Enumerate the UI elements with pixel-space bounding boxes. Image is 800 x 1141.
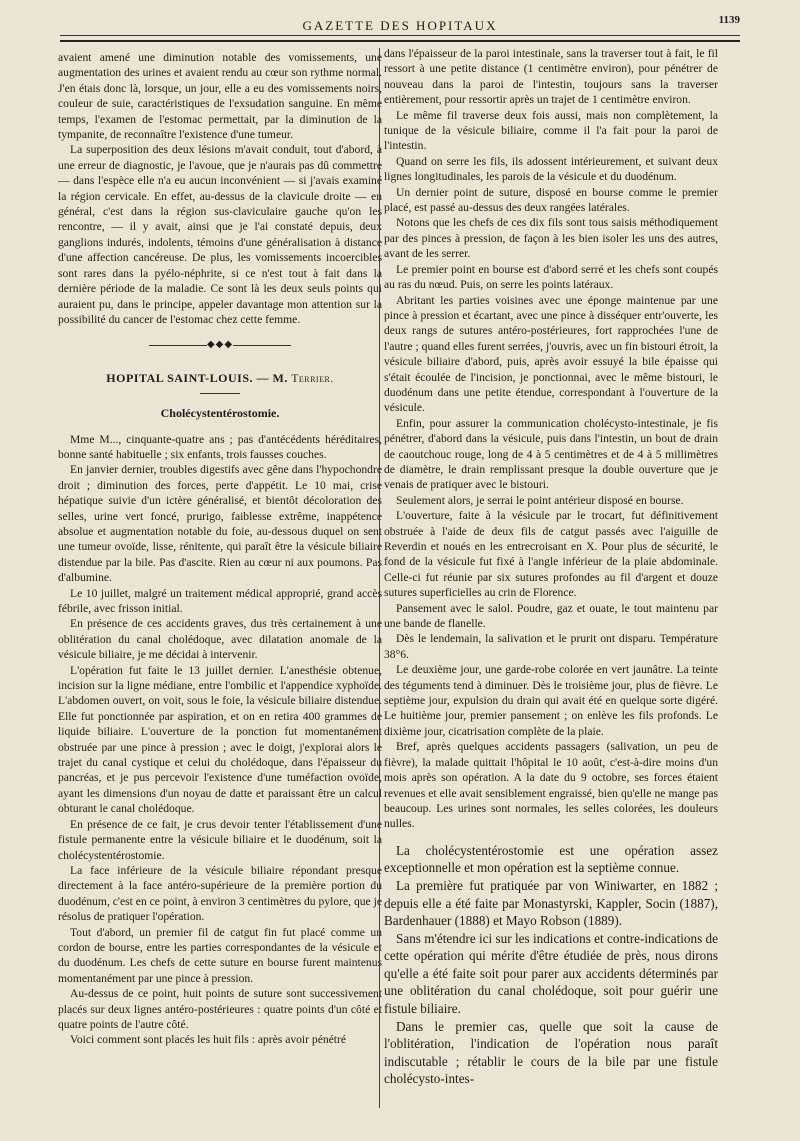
body-paragraph: Pansement avec le salol. Poudre, gaz et ouate, le tout maintenu par une bande de flanelle. [384, 601, 718, 631]
body-paragraph: En présence de ce fait, je crus devoir tenter l'établissement d'une fistule permanente entre la vésicule biliaire et le duodénum, soit la cholécystentérostomie. [58, 817, 382, 862]
page-number: 1139 [718, 14, 740, 26]
body-paragraph: Mme M..., cinquante-quatre ans ; pas d'antécédents héréditaires, bonne santé habituelle ; six enfants, trois fausses couches. [58, 432, 382, 461]
body-paragraph: Dès le lendemain, la salivation et le prurit ont disparu. Température 38°6. [384, 632, 718, 661]
body-paragraph: La superposition des deux lésions m'avait conduit, tout d'abord, à une erreur de diagnostic, je l'avoue, que je n'aurais pas dû commettre — dans l'espèce elle n'a eu aucun inconvénient — si j'avais examiné la région cervicale. En effet, au-dessus de la clavicule droite — en général, c'est dans la région sus-claviculaire gauche qu'on les rencontre, — il y avait, ainsi que je l'ai constaté depuis, deux ganglions indurés, indolents, témoins d'une généralisation à distance d'une affection cancéreuse. De plus, les vomissements incoercibles sont rares dans la pyélo-néphrite, si ce n'est tout à fait dans la dernière période de la maladie. Ce sont là les deux seuls points qui auraient pu, dans le principe, appeler davantage mon attention sur la possibilité du cancer de l'estomac chez cette femme. [58, 143, 382, 326]
body-paragraph: Quand on serre les fils, ils adossent intérieurement, et suivant deux lignes longitudinales, les parois de la vésicule et du duodénum. [384, 154, 718, 184]
lecture-paragraph: La cholécystentérostomie est une opération assez exceptionnelle et mon opération est la septième connue. [384, 842, 718, 876]
body-paragraph: Le deuxième jour, une garde-robe colorée en vert jaunâtre. La teinte des téguments tend à diminuer. Dès le troisième jour, plus de fièvre. Le septième jour, expulsion du drain qui avait été en quelque sorte digéré. Le huitième jour, premier pansement ; on enlève les fils profonds. Le dixième jour, cicatrisation complète de la plaie. [384, 663, 718, 738]
surgeon-name: Terrier. [291, 372, 334, 385]
body-paragraph: Abritant les parties voisines avec une éponge maintenue par une pince à pression et écartant, avec une pince à disséquer entr'ouverte, les deux rangs de sutures antéro-postérieures, fort rapprochées l'une de l'autre ; quand elles furent serrées, j'ouvris, avec un fin bistouri étroit, la vésicule biliaire d'abord, puis, après avoir essuyé la bile épaisse qui s'était écoulée de l'incision, je ponctionnai, avec le même bistouri, le duodénum dans une petite étendue, correspondant à l'ouverture de la vésicule. [384, 293, 718, 415]
hospital-heading-text: HOPITAL SAINT-LOUIS. — M. [106, 370, 288, 385]
lecture-paragraph: Dans le premier cas, quelle que soit la cause de l'oblitération, l'indication de l'opération nous paraît indiscutable ; rétablir le cours de la bile par une fistule cholécysto-intes- [384, 1018, 718, 1087]
body-paragraph: Le 10 juillet, malgré un traitement médical approprié, grand accès fébrile, avec frisson initial. [58, 586, 382, 615]
body-paragraph: La face inférieure de la vésicule biliaire répondant presque directement à la face antéro-supérieure de la première portion du duodénum, c'est en ce point, à environ 3 centimètres du pylore, que je résolus de pratiquer l'opération. [58, 863, 382, 924]
left-column [58, 50, 382, 1048]
body-paragraph: Le même fil traverse deux fois aussi, mais non complètement, la tunique de la vésicule biliaire, comme il l'a fait pour la paroi de l'intestin. [384, 108, 718, 153]
paragraph-gap [384, 832, 718, 842]
article-title: Cholécystentérostomie. [160, 406, 280, 421]
body-paragraph: L'opération fut faite le 13 juillet dernier. L'anesthésie obtenue, incision sur la ligne médiane, entre l'ombilic et l'appendice xyphoïde. L'abdomen ouvert, on voit, sous le foie, la vésicule biliaire distendue. Elle fut ponctionnée par aspiration, et on en retira 400 grammes de liquide biliaire. L'ouverture de la ponction fut momentanément obstruée par une pince à pression ; avec le doigt, j'explorai alors le trajet du canal cystique et celui du cholédoque, dans l'épaisseur du pancréas, et je pus percevoir l'existence d'une tuméfaction ovoïde, ayant les dimensions d'un noyau de datte et paraissant être un calcul obturant le canal cholédoque. [58, 663, 382, 816]
header-rule-thick [60, 40, 740, 42]
heading-rule [200, 393, 240, 394]
column-divider [379, 48, 380, 1108]
body-paragraph: dans l'épaisseur de la paroi intestinale, sans la traverser tout à fait, le fil ressort à une petite distance (1 centimètre environ), pour pénétrer de nouveau dans la paroi de l'intestin, toujours sans la traverser entièrement, pour ressortir après un trajet de 1 centimètre environ. [384, 47, 718, 107]
body-paragraph: Tout d'abord, un premier fil de catgut fin fut placé comme un cordon de bourse, entre les parties correspondantes de la vésicule et du duodénum. Les chefs de cette suture en bourse furent maintenus momentanément par une pince à pression. [58, 925, 382, 985]
lecture-paragraph: Sans m'étendre ici sur les indications et contre-indications de cette opération qui mérite d'être étudiée de près, nous dirons qu'elle a été faite soit pour parer aux accidents déterminés par une oblitération du canal cholédoque, soit pour guérir une fistule biliaire. [384, 930, 718, 1017]
body-paragraph: En présence de ces accidents graves, dus très certainement à une oblitération du canal cholédoque, avec dilatation anomale de la vésicule biliaire, je me décidai à intervenir. [58, 617, 382, 662]
hospital-heading [58, 371, 382, 387]
publication-title: GAZETTE DES HOPITAUX [302, 18, 498, 33]
body-paragraph: Notons que les chefs de ces dix fils sont tous saisis méthodiquement par des pinces à pression, de façon à les bien isoler les uns des autres, avant de les serrer. [384, 216, 718, 261]
body-paragraph: Au-dessus de ce point, huit points de suture sont successivement placés sur deux lignes antéro-postérieures : quatre points d'un côté et quatre points de l'autre côté. [58, 987, 382, 1031]
body-paragraph: Le premier point en bourse est d'abord serré et les chefs sont coupés au ras du nœud. Puis, on serre les points latéraux. [384, 262, 718, 292]
body-paragraph: Bref, après quelques accidents passagers (salivation, un peu de fièvre), la malade quittait l'hôpital le 10 août, c'est-à-dire moins d'un mois après son opération. A la date du 9 octobre, ses forces étaient revenues et elle avait sensiblement engraissé, bien qu'elle ne mange pas beaucoup. Les urines sont normales, les selles colorées, les douleurs nulles. [384, 740, 718, 831]
body-paragraph: L'ouverture, faite à la vésicule par le trocart, fut définitivement obstruée à l'aide de deux fils de catgut passés avec l'aiguille de Reverdin et noués en les entrecroisant en X. Pour plus de sécurité, le fond de la vésicule fut fixé à l'angle inférieur de la plaie abdominale. Celle-ci fut réunie par six sutures profondes au fil d'argent et douze sutures superficielles au crin de Florence. [384, 509, 718, 600]
lecture-paragraph: La première fut pratiquée par von Winiwarter, en 1882 ; depuis elle a été faite par Monastyrski, Kappler, Socin (1887), Bardenhauer (1888) et Mayo Robson (1889). [384, 877, 718, 929]
section-separator: ◆◆◆ [58, 337, 382, 352]
right-column [384, 46, 718, 1088]
body-paragraph: avaient amené une diminution notable des vomissements, une augmentation des urines et avaient rendu au cœur son rythme normal. J'en étais donc là, lorsque, un jour, elle a eu des vomissements noirs, couleur de suie, caractéristiques de l'exsudation sanguine. En même temps, l'examen de l'estomac permettait, par la diminution de la tympanite, de reconnaître l'existence d'une tumeur. [58, 51, 382, 142]
lecture-section [384, 842, 718, 1088]
body-paragraph: En janvier dernier, troubles digestifs avec gêne dans l'hypochondre droit ; diminution des forces, perte d'appétit. Le 10 mai, crise hépatique suivie d'un ictère généralisé, et bientôt décoloration des selles, urine vert foncé, prurigo, faiblesse extrême, inappétence absolue et augmentation notable du foie, au-dessous duquel on sent une tumeur ovoïde, lisse, rénitente, qui paraît être la vésicule biliaire distendue par la bile. Pas d'ascite. Rien au cœur ni aux poumons. Pas d'albumine. [58, 463, 382, 585]
header-rule-thin [60, 35, 740, 36]
body-paragraph: Un dernier point de suture, disposé en bourse comme le premier placé, est passé au-dessus des deux rangées latérales. [384, 185, 718, 215]
body-paragraph: Voici comment sont placés les huit fils : après avoir pénétré [70, 1033, 347, 1047]
body-paragraph: Seulement alors, je serrai le point antérieur disposé en bourse. [396, 493, 684, 507]
body-paragraph: Enfin, pour assurer la communication cholécysto-intestinale, je fis pénétrer, d'abord dans la vésicule, puis dans l'intestin, un bout de drain de caoutchouc rouge, long de 4 à 5 centimètres et de 4 à 5 millimètres de diamètre, le drain remplissant presque la double ouverture que je venais de pratiquer avec le bistouri. [384, 416, 718, 492]
